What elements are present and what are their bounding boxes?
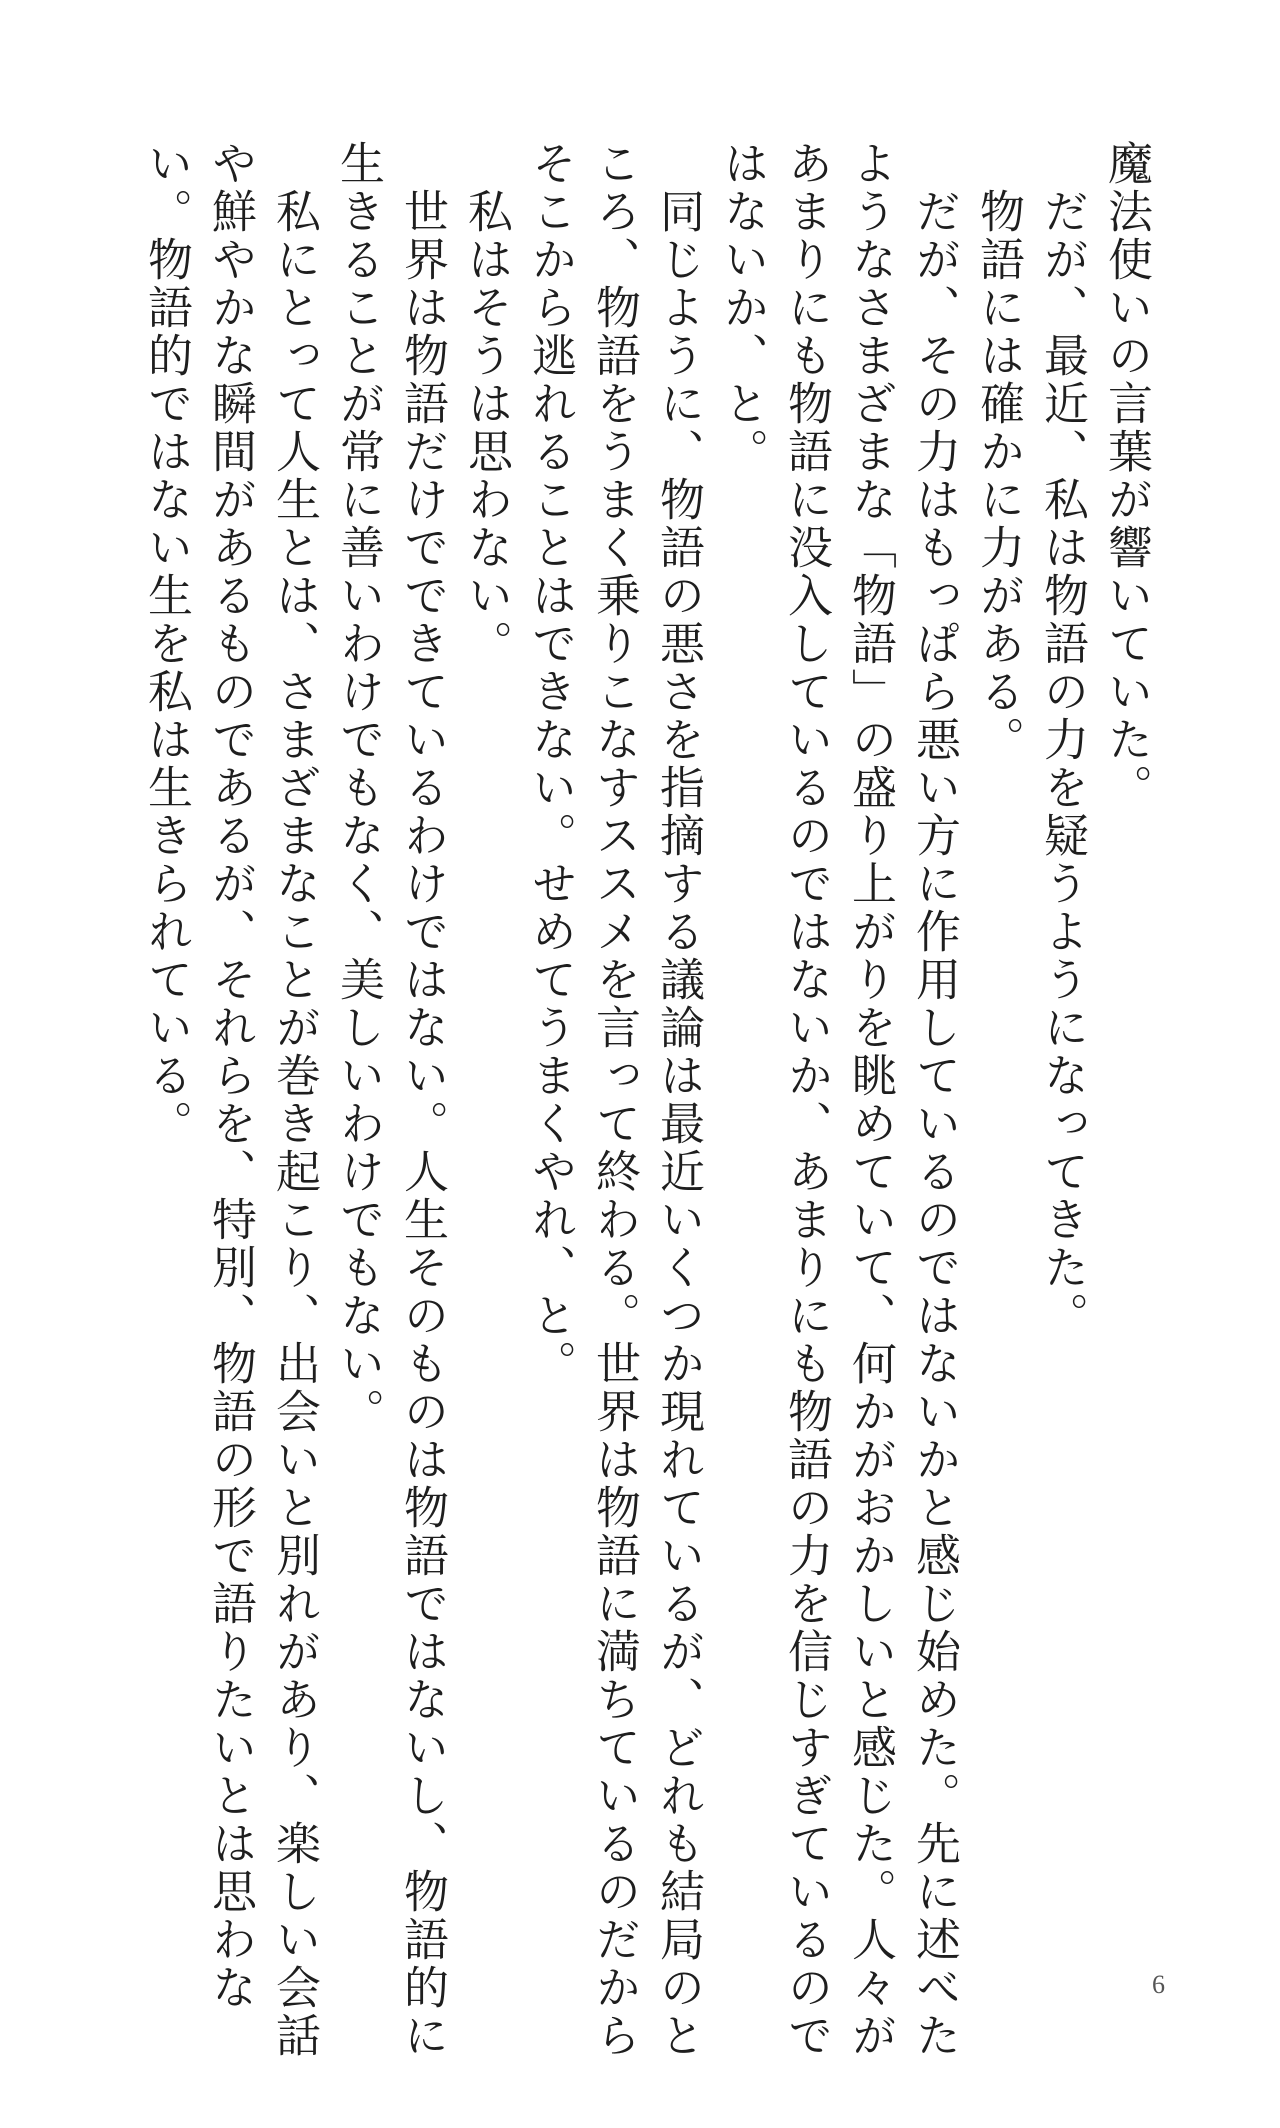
vertical-text-block xyxy=(58,140,1158,2060)
text-line: ころ、物語をうまく乗りこなすススメを言って終わる。世界は物語に満ちているのだから xyxy=(588,140,641,2060)
text-line: 同じように、物語の悪さを指摘する議論は最近いくつか現れているが、どれも結局のと xyxy=(652,140,705,2060)
text-line: い。物語的ではない生を私は生きられている。 xyxy=(140,140,193,1148)
text-line: 私はそうは思わない。 xyxy=(460,140,513,668)
text-line: はないか、と。 xyxy=(716,140,769,476)
page-number: 6 xyxy=(1152,1970,1165,1999)
text-line: 物語には確かに力がある。 xyxy=(972,140,1025,764)
text-line: 生きることが常に善いわけでもなく、美しいわけでもない。 xyxy=(332,140,385,1436)
text-line: ようなさまざまな「物語」の盛り上がりを眺めていて、何かがおかしいと感じた。人々が xyxy=(844,140,897,2060)
text-line: や鮮やかな瞬間があるものであるが、それらを、特別、物語の形で語りたいとは思わな xyxy=(204,140,257,2012)
text-line: 世界は物語だけでできているわけではない。人生そのものは物語ではないし、物語的に xyxy=(396,140,449,2060)
text-line: 私にとって人生とは、さまざまなことが巻き起こり、出会いと別れがあり、楽しい会話 xyxy=(268,140,321,2060)
text-line: そこから逃れることはできない。せめてうまくやれ、と。 xyxy=(524,140,577,1388)
text-line: 魔法使いの言葉が響いていた。 xyxy=(1100,140,1153,812)
text-line: あまりにも物語に没入しているのではないか、あまりにも物語の力を信じすぎているので xyxy=(780,140,833,2060)
text-line: だが、その力はもっぱら悪い方に作用しているのではないかと感じ始めた。先に述べた xyxy=(908,140,961,2060)
text-line: だが、最近、私は物語の力を疑うようになってきた。 xyxy=(1036,140,1089,1340)
